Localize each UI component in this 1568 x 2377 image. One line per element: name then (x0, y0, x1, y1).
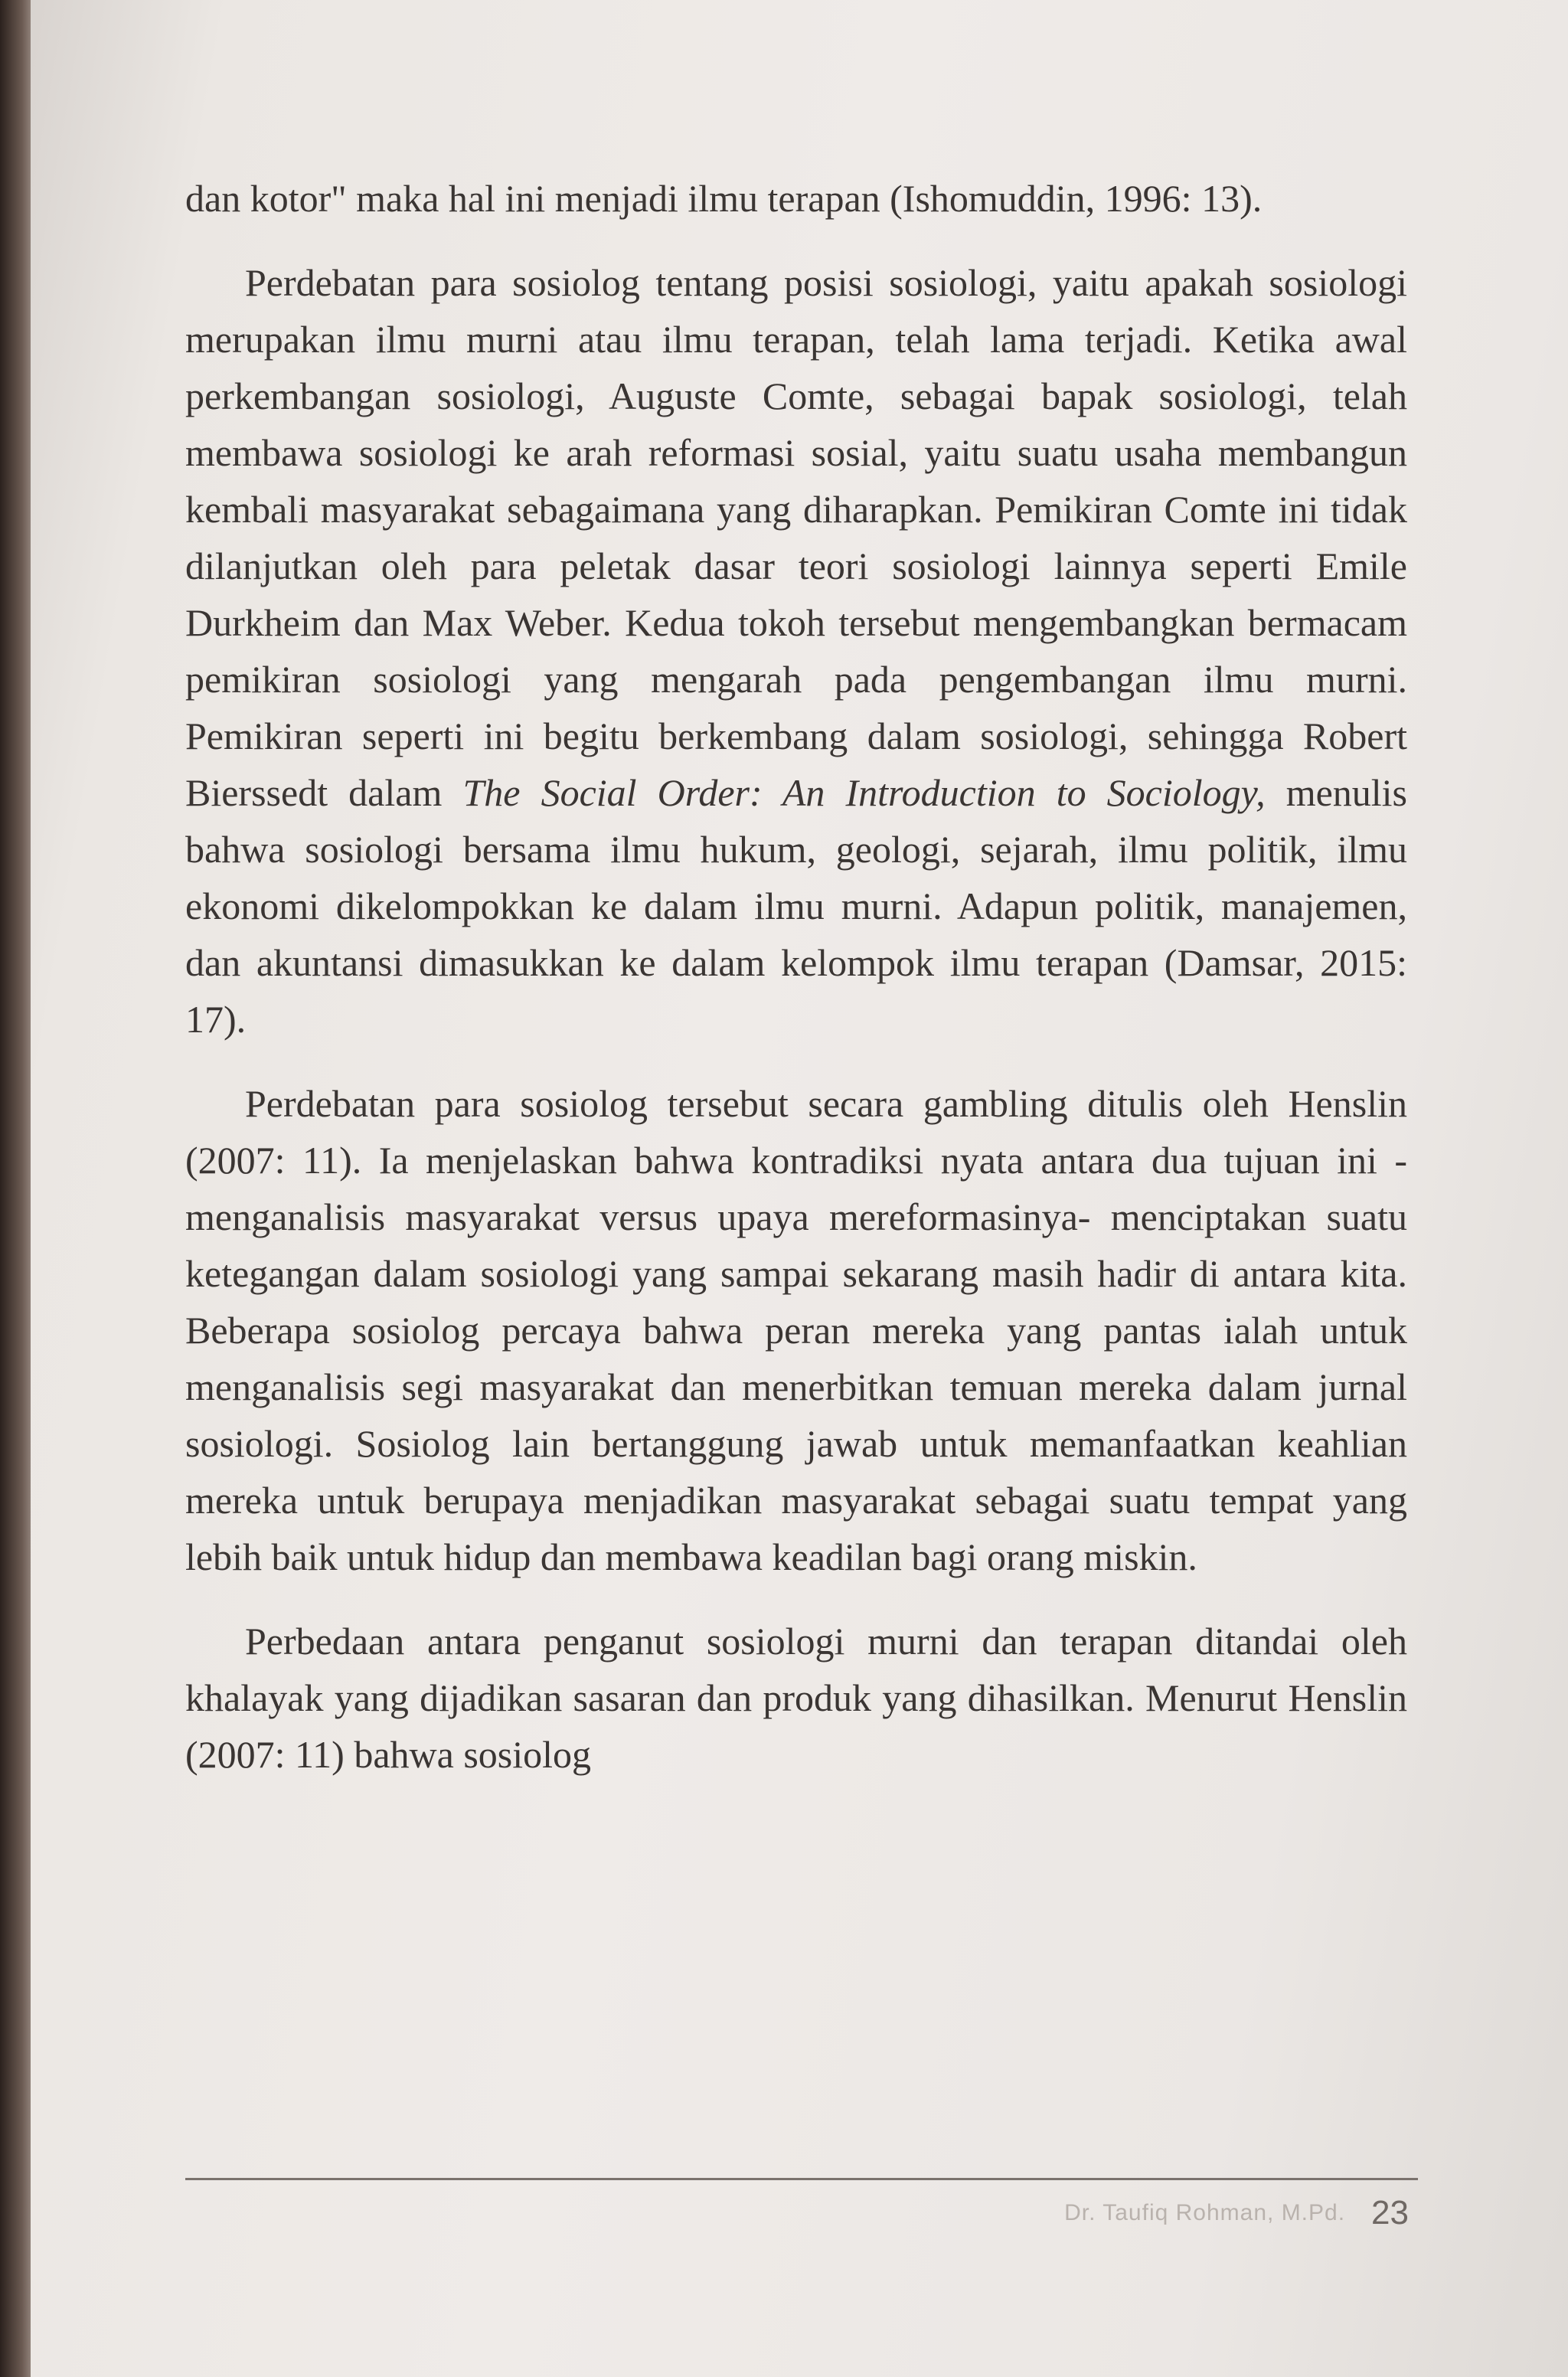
paragraph-1 (185, 254, 1407, 1048)
footer-divider (185, 2178, 1418, 2180)
page-number: 23 (1371, 2194, 1409, 2232)
paragraph-1-tail: menulis bahwa sosiologi bersama ilmu hukum, geologi, sejarah, ilmu politik, ilmu ekonomi dikelompokkan ke dalam ilmu murni. Adapun politik, manajemen, dan akuntansi dimasukkan ke dalam kelompok ilmu terapan (Damsar, 2015: 17). (185, 771, 1408, 1041)
footer-author: Dr. Taufiq Rohman, M.Pd. (1064, 2200, 1346, 2225)
book-page (31, 0, 1568, 2377)
page-footer (1011, 2190, 1409, 2236)
book-title-italic: The Social Order: An Introduction to Sociology, (462, 771, 1266, 814)
page-body (185, 170, 1407, 1783)
paragraph-2: Perdebatan para sosiolog tersebut secara gambling ditulis oleh Henslin (2007: 11). Ia menjelaskan bahwa kontradiksi nyata antara dua tujuan ini -menganalisis masyarakat versus upaya mereformasinya- menciptakan suatu ketegangan dalam sosiologi yang sampai sekarang masih hadir di antara kita. Beberapa sosiolog percaya bahwa peran mereka yang pantas ialah untuk menganalisis segi masyarakat dan menerbitkan temuan mereka dalam jurnal sosiologi. Sosiolog lain bertanggung jawab untuk memanfaatkan keahlian mereka untuk berupaya menjadikan masyarakat sebagai suatu tempat yang lebih baik untuk hidup dan membawa keadilan bagi orang miskin. (185, 1082, 1407, 1578)
intro-paragraph: dan kotor" maka hal ini menjadi ilmu terapan (Ishomuddin, 1996: 13). (185, 177, 1263, 220)
paragraph-1-text: Perdebatan para sosiolog tentang posisi sosiologi, yaitu apakah sosiologi merupakan ilmu murni atau ilmu terapan, telah lama terjadi. Ketika awal perkembangan sosiologi, Auguste Comte, sebagai bapak sosiologi, telah membawa sosiologi ke arah reformasi sosial, yaitu suatu usaha membangun kembali masyarakat sebagaimana yang diharapkan. Pemikiran Comte ini tidak dilanjutkan oleh para peletak dasar teori sosiologi lainnya seperti Emile Durkheim dan Max Weber. Kedua tokoh tersebut mengembangkan bermacam pemikiran sosiologi yang mengarah pada pengembangan ilmu murni. Pemikiran seperti ini begitu berkembang dalam sosiologi, sehingga Robert Bierssedt dalam (185, 261, 1407, 814)
paragraph-3: Perbedaan antara penganut sosiologi murni dan terapan ditandai oleh khalayak yang dijadikan sasaran dan produk yang dihasilkan. Menurut Henslin (2007: 11) bahwa sosiolog (185, 1620, 1407, 1776)
